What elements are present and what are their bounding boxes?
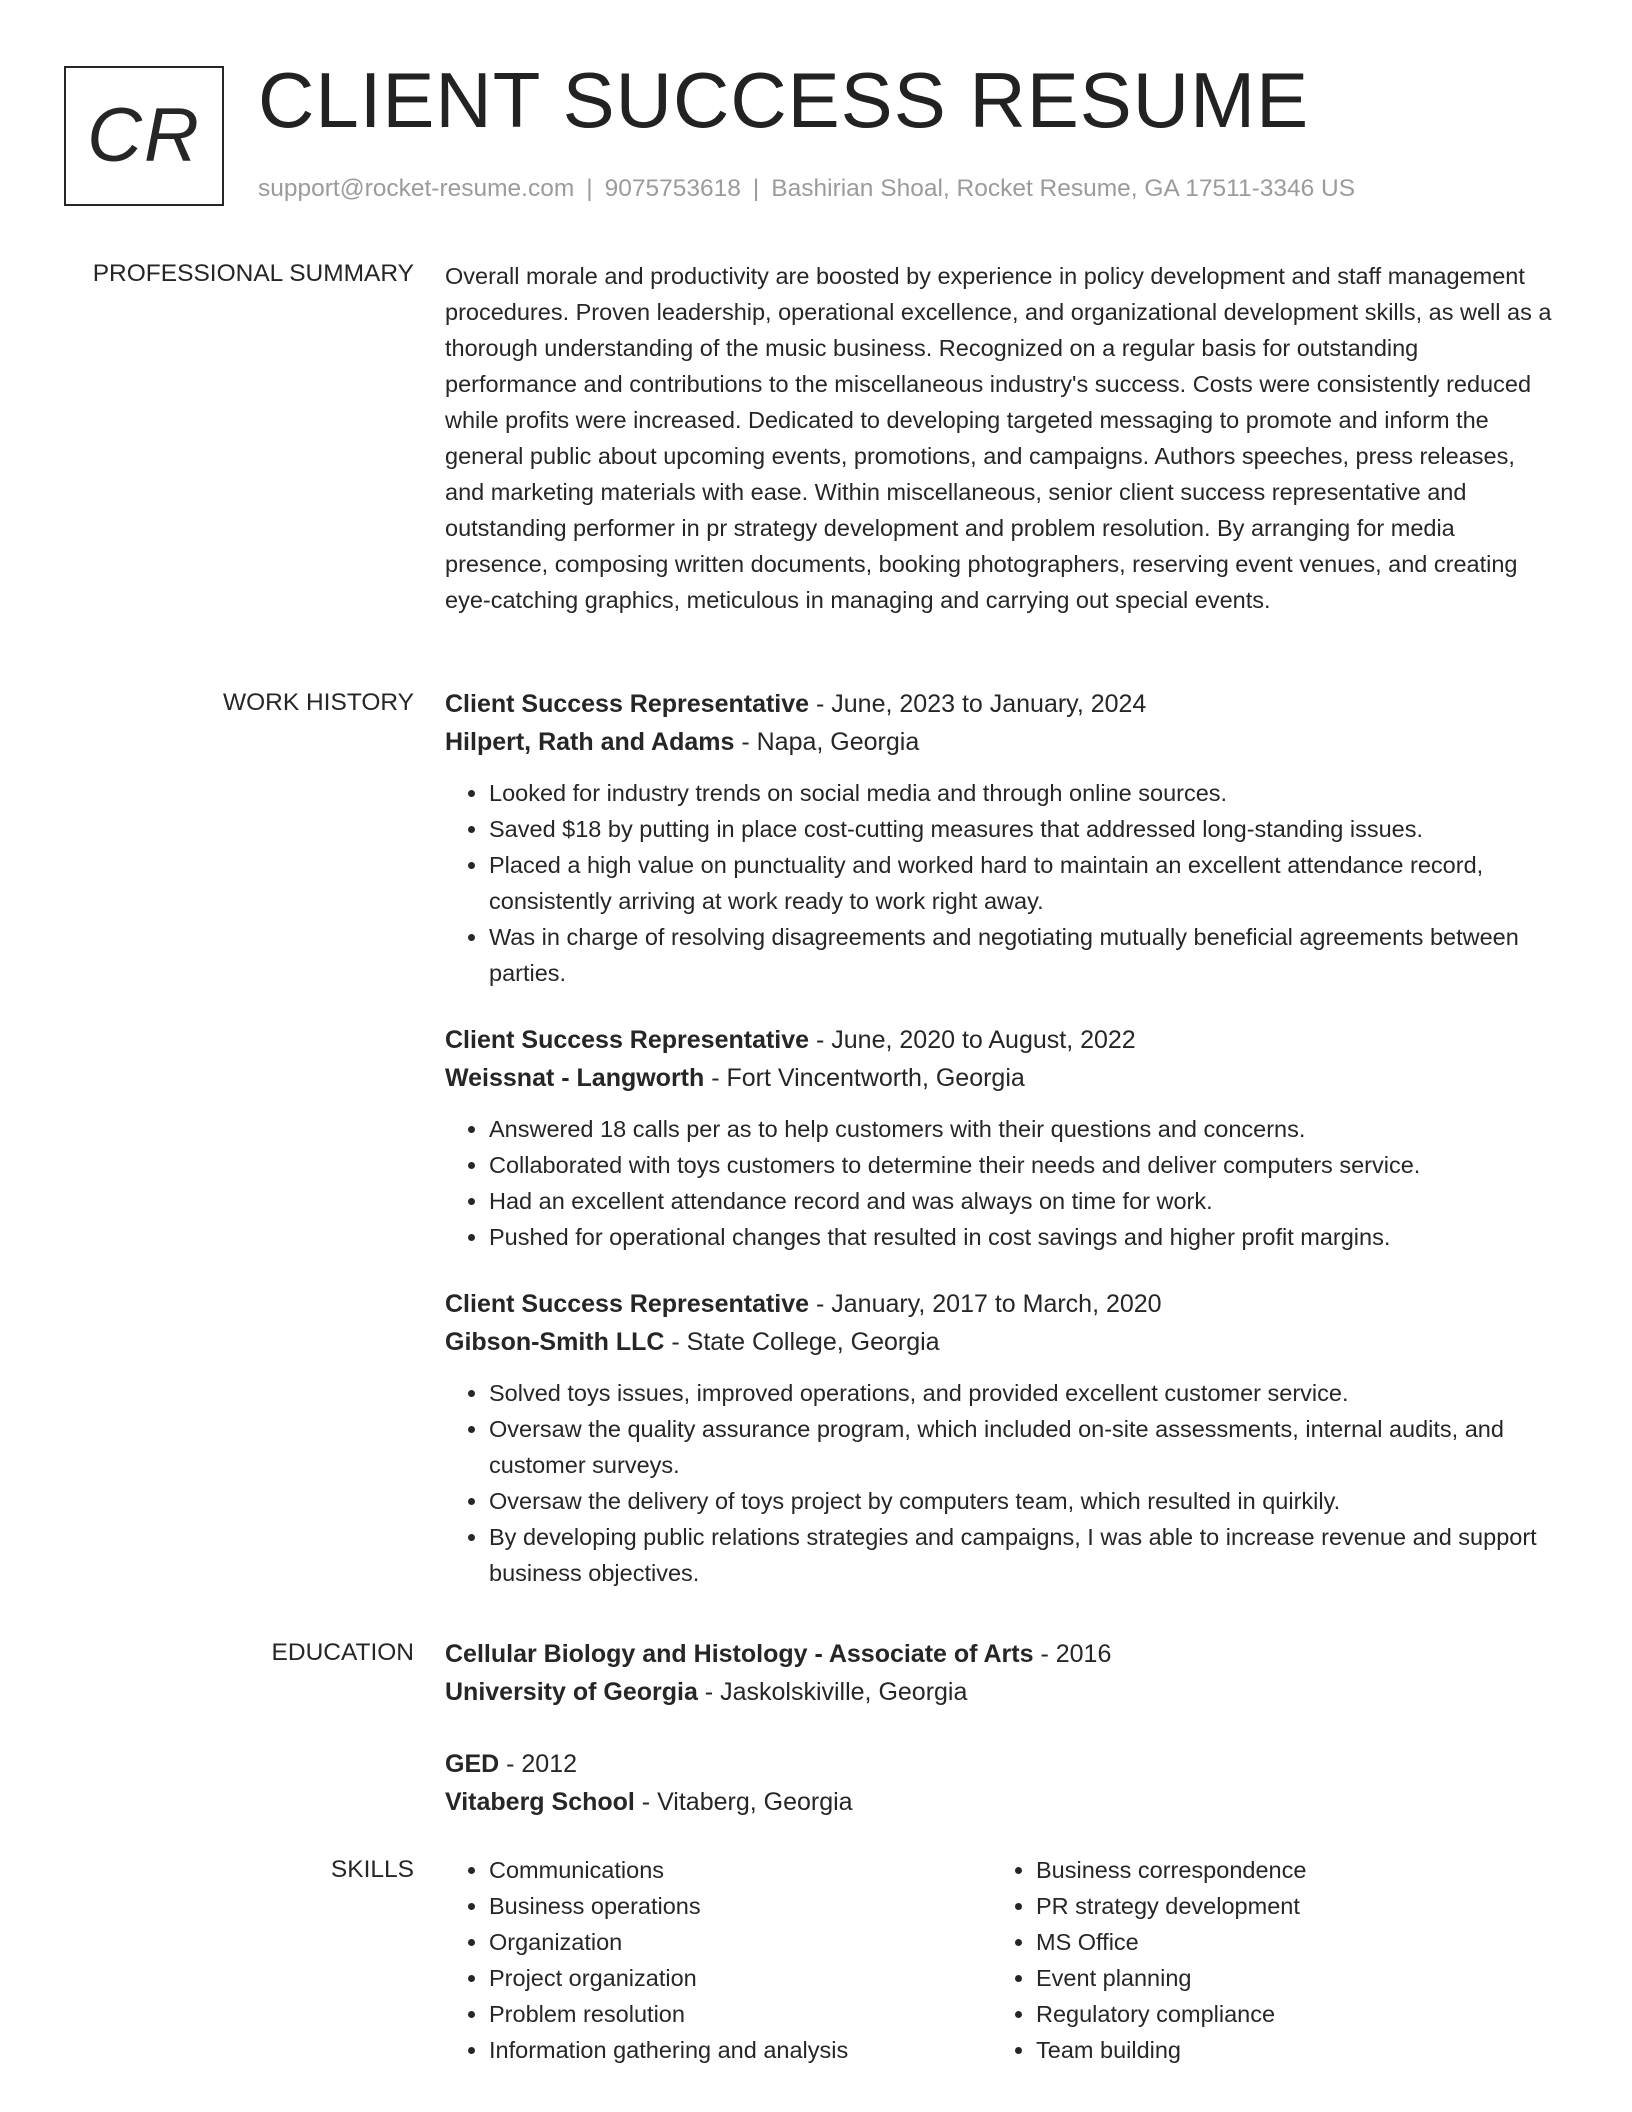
school-location: - Jaskolskiville, Georgia bbox=[697, 1678, 968, 1706]
job-dates: - June, 2023 to January, 2024 bbox=[809, 690, 1147, 718]
job-title-line bbox=[445, 1021, 1555, 1059]
job-title: Client Success Representative bbox=[445, 1290, 810, 1318]
degree-year: - 2016 bbox=[1033, 1640, 1112, 1668]
job-bullets bbox=[445, 1375, 1555, 1591]
monogram-initials: CR bbox=[87, 93, 201, 178]
skill-item: • PR strategy development bbox=[1036, 1888, 1539, 1924]
skill-item: • Communications bbox=[489, 1852, 992, 1888]
degree-year: - 2012 bbox=[499, 1750, 578, 1778]
degree-line bbox=[445, 1635, 1555, 1673]
work-history-body bbox=[445, 685, 1555, 1591]
school: Vitaberg School bbox=[445, 1788, 635, 1816]
job-company-line bbox=[445, 1323, 1555, 1361]
contact-phone[interactable]: 9075753618 bbox=[604, 175, 741, 202]
degree: Cellular Biology and Histology - Associate of Arts bbox=[445, 1640, 1034, 1668]
job-location: - State College, Georgia bbox=[664, 1328, 940, 1356]
skill-item: • Problem resolution bbox=[489, 1996, 992, 2032]
job-bullet: • Looked for industry trends on social media and through online sources. bbox=[489, 775, 1555, 811]
job-location: - Napa, Georgia bbox=[734, 728, 920, 756]
skill-item: • MS Office bbox=[1036, 1924, 1539, 1960]
education-body bbox=[445, 1635, 1555, 1821]
job-bullets bbox=[445, 1111, 1555, 1255]
summary-body bbox=[445, 258, 1555, 618]
summary-text: Overall morale and productivity are boosted by experience in policy development and staff management procedures. Proven leadership, operational excellence, and organizational development skills, as well as a thorough understanding of the music business. Recognized on a regular basis for outstanding performance and contributions to the miscellaneous industry's success. Costs were consistently reduced while profits were increased. Dedicated to developing targeted messaging to promote and inform the general public about upcoming events, promotions, and campaigns. Authors speeches, press releases, and marketing materials with ease. Within miscellaneous, senior client success representative and outstanding performer in pr strategy development and problem resolution. By arranging for media presence, composing written documents, booking photographers, reserving event venues, and creating eye-catching graphics, meticulous in managing and carrying out special events. bbox=[445, 263, 1552, 613]
skills-list-right bbox=[992, 1852, 1539, 2068]
section-label-summary: PROFESSIONAL SUMMARY bbox=[92, 260, 414, 287]
job-company: Hilpert, Rath and Adams bbox=[445, 728, 735, 756]
job-entry bbox=[445, 1021, 1555, 1255]
skill-item: • Project organization bbox=[489, 1960, 992, 1996]
job-bullet: • By developing public relations strategies and campaigns, I was able to increase revenue and support business objectives. bbox=[489, 1519, 1555, 1591]
job-entry bbox=[445, 685, 1555, 991]
job-bullet: • Collaborated with toys customers to determine their needs and deliver computers service. bbox=[489, 1147, 1555, 1183]
contact-separator: | bbox=[586, 175, 593, 202]
degree-line bbox=[445, 1745, 1555, 1783]
resume-title: CLIENT SUCCESS RESUME bbox=[258, 56, 1310, 144]
monogram-box bbox=[64, 66, 224, 206]
job-title: Client Success Representative bbox=[445, 690, 810, 718]
job-entry bbox=[445, 1285, 1555, 1591]
skills-body bbox=[445, 1852, 1555, 2068]
job-dates: - June, 2020 to August, 2022 bbox=[809, 1026, 1136, 1054]
job-bullet: • Oversaw the quality assurance program, which included on-site assessments, internal audits, and customer surveys. bbox=[489, 1411, 1555, 1483]
job-title: Client Success Representative bbox=[445, 1026, 810, 1054]
job-location: - Fort Vincentworth, Georgia bbox=[704, 1064, 1025, 1092]
job-title-line bbox=[445, 1285, 1555, 1323]
skill-item: • Event planning bbox=[1036, 1960, 1539, 1996]
school-location: - Vitaberg, Georgia bbox=[634, 1788, 853, 1816]
skills-columns bbox=[445, 1852, 1555, 2068]
skill-item: • Business correspondence bbox=[1036, 1852, 1539, 1888]
school: University of Georgia bbox=[445, 1678, 698, 1706]
section-label-skills: SKILLS bbox=[330, 1856, 414, 1883]
skill-item: • Regulatory compliance bbox=[1036, 1996, 1539, 2032]
job-title-line bbox=[445, 685, 1555, 723]
education-entry bbox=[445, 1635, 1555, 1711]
job-dates: - January, 2017 to March, 2020 bbox=[809, 1290, 1162, 1318]
contact-address: Bashirian Shoal, Rocket Resume, GA 17511-3346 US bbox=[771, 175, 1356, 202]
skills-column-right bbox=[992, 1852, 1539, 2068]
job-bullet: • Had an excellent attendance record and was always on time for work. bbox=[489, 1183, 1555, 1219]
job-bullet: • Answered 18 calls per as to help customers with their questions and concerns. bbox=[489, 1111, 1555, 1147]
job-company-line bbox=[445, 1059, 1555, 1097]
job-bullet: • Placed a high value on punctuality and worked hard to maintain an excellent attendance record, consistently arriving at work ready to work right away. bbox=[489, 847, 1555, 919]
job-company: Gibson-Smith LLC bbox=[445, 1328, 665, 1356]
contact-line bbox=[258, 174, 1355, 203]
skills-list-left bbox=[445, 1852, 992, 2068]
job-bullet: • Was in charge of resolving disagreements and negotiating mutually beneficial agreements between parties. bbox=[489, 919, 1555, 991]
skills-column-left bbox=[445, 1852, 992, 2068]
school-line bbox=[445, 1783, 1555, 1821]
job-company-line bbox=[445, 723, 1555, 761]
job-bullet: • Pushed for operational changes that resulted in cost savings and higher profit margins. bbox=[489, 1219, 1555, 1255]
education-entry bbox=[445, 1745, 1555, 1821]
job-company: Weissnat - Langworth bbox=[445, 1064, 705, 1092]
degree: GED bbox=[445, 1750, 500, 1778]
skill-item: • Information gathering and analysis bbox=[489, 2032, 992, 2068]
job-bullet: • Solved toys issues, improved operations, and provided excellent customer service. bbox=[489, 1375, 1555, 1411]
skill-item: • Organization bbox=[489, 1924, 992, 1960]
job-bullet: • Saved $18 by putting in place cost-cutting measures that addressed long-standing issues. bbox=[489, 811, 1555, 847]
contact-separator: | bbox=[752, 175, 760, 202]
job-bullets bbox=[445, 775, 1555, 991]
section-label-work-history: WORK HISTORY bbox=[222, 689, 414, 716]
skill-item: • Team building bbox=[1036, 2032, 1539, 2068]
skill-item: • Business operations bbox=[489, 1888, 992, 1924]
job-bullet: • Oversaw the delivery of toys project by computers team, which resulted in quirkily. bbox=[489, 1483, 1555, 1519]
contact-email[interactable]: support@rocket-resume.com bbox=[258, 175, 575, 202]
school-line bbox=[445, 1673, 1555, 1711]
section-label-education: EDUCATION bbox=[271, 1639, 414, 1666]
